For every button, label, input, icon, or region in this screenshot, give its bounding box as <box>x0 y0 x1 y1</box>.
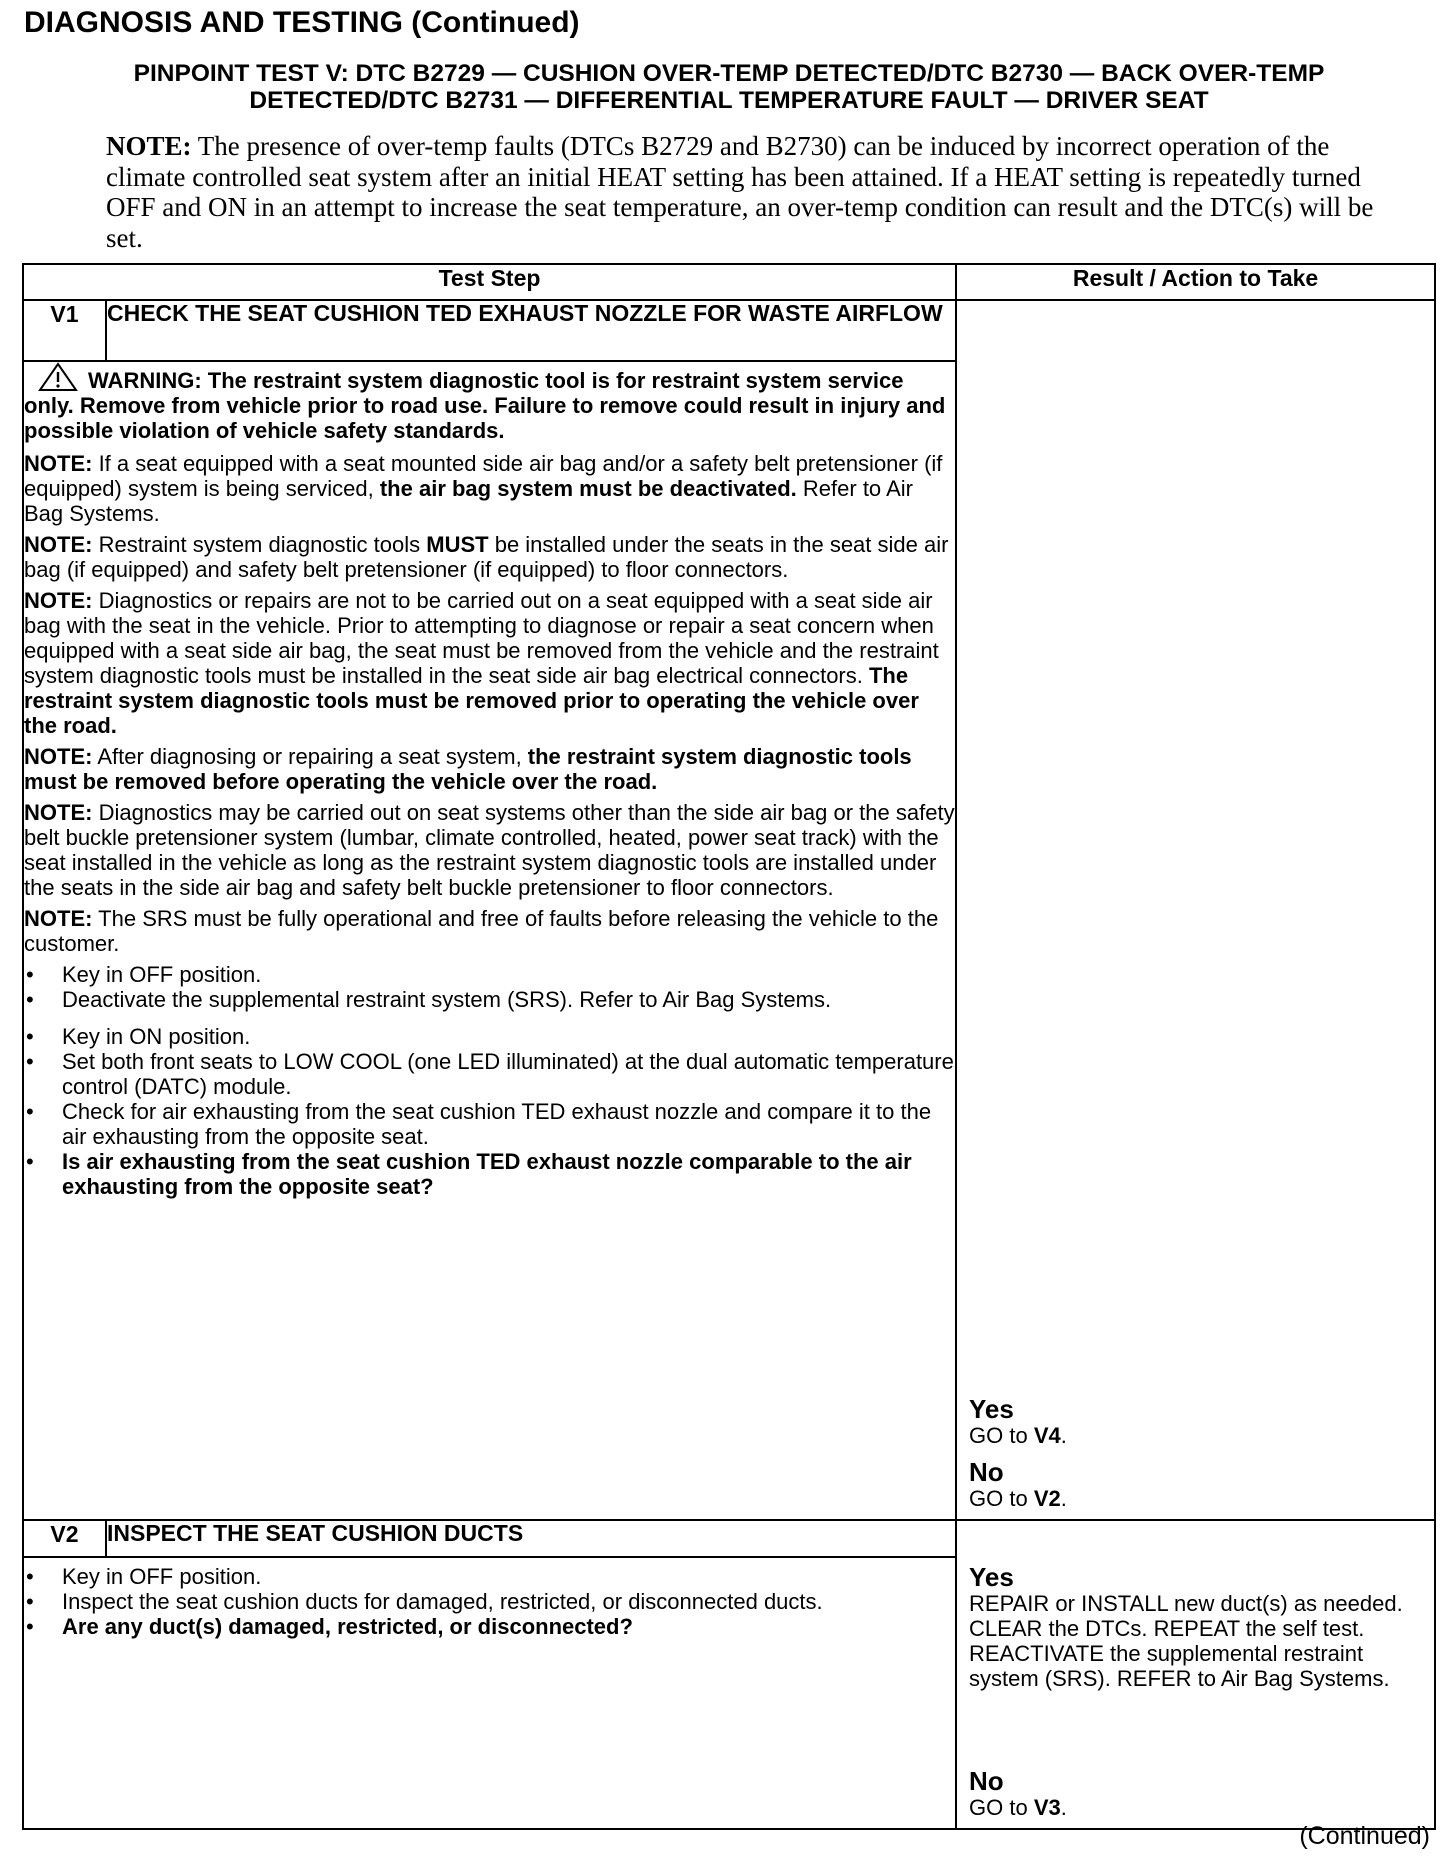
step-v2-question: • Are any duct(s) damaged, restricted, or disconnected? <box>26 1614 633 1639</box>
step-v1-yes-label: Yes <box>969 1394 1014 1424</box>
list-item: • Key in OFF position. <box>26 962 262 987</box>
step-v1-note-4: NOTE: After diagnosing or repairing a seat system, the restraint system diagnostic tools must be removed before operating the vehicle over the road. <box>24 744 912 794</box>
test-title-line-2: DETECTED/DTC B2731 — DIFFERENTIAL TEMPERATURE FAULT — DRIVER SEAT <box>249 87 1209 114</box>
continued-footer: (Continued) <box>1299 1822 1430 1850</box>
step-v2-body <box>23 1557 956 1829</box>
list-item: • Deactivate the supplemental restraint system (SRS). Refer to Air Bag Systems. <box>26 987 832 1012</box>
intro-note-label: NOTE: <box>106 131 192 161</box>
step-v1-note-2: NOTE: Restraint system diagnostic tools MUST be installed under the seats in the seat side air bag (if equipped) and safety belt pretensioner (if equipped) to floor connectors. <box>24 532 949 582</box>
step-v1-results <box>969 1395 1067 1511</box>
step-v2-result-cell <box>956 1520 1435 1829</box>
list-item: • Key in OFF position. <box>26 1564 262 1589</box>
list-item: • Key in ON position. <box>26 1024 251 1049</box>
step-v2-yes-action: REPAIR or INSTALL new duct(s) as needed. CLEAR the DTCs. REPEAT the self test. REACTIVATE the supplemental restraint system (SRS). REFER to Air Bag Systems. <box>969 1591 1403 1691</box>
step-v2-title: INSPECT THE SEAT CUSHION DUCTS <box>106 1520 956 1557</box>
table-header-row <box>23 264 1435 300</box>
step-v1-note-1: NOTE: If a seat equipped with a seat mounted side air bag and/or a safety belt pretensioner (if equipped) system is being serviced, the air bag system must be deactivated. Refer to Air Bag Systems. <box>24 451 943 526</box>
step-v1-result-cell <box>956 300 1435 1520</box>
header-result-action: Result / Action to Take <box>956 264 1435 300</box>
step-v1-id: V1 <box>23 300 106 361</box>
step-v2-yes-block <box>969 1563 1424 1691</box>
step-v2-no-label: No <box>969 1766 1004 1796</box>
step-v2-no-action: GO to V3. <box>969 1795 1067 1820</box>
step-v2-steps <box>24 1564 955 1639</box>
step-v1-note-6: NOTE: The SRS must be fully operational and free of faults before releasing the vehicle to the customer. <box>24 906 939 956</box>
pinpoint-test-table <box>22 263 1436 1830</box>
step-v1-body <box>23 361 956 1520</box>
step-v2-id: V2 <box>23 1520 106 1557</box>
step-v2-yes-label: Yes <box>969 1562 1014 1592</box>
page-title: DIAGNOSIS AND TESTING (Continued) <box>24 6 580 39</box>
list-item: • Set both front seats to LOW COOL (one LED illuminated) at the dual automatic temperature control (DATC) module. <box>26 1049 954 1099</box>
intro-note-text: The presence of over-temp faults (DTCs B2729 and B2730) can be induced by incorrect operation of the climate controlled seat system after an initial HEAT setting has been attained. If a HEAT setting is repeatedly turned OFF and ON in an attempt to increase the seat temperature, an over-temp condition can result and the DTC(s) will be set. <box>106 131 1374 253</box>
test-title-line-1: PINPOINT TEST V: DTC B2729 — CUSHION OVER-TEMP DETECTED/DTC B2730 — BACK OVER-TEMP <box>133 60 1325 87</box>
step-v2-title-row <box>23 1520 1435 1557</box>
list-item: • Inspect the seat cushion ducts for damaged, restricted, or disconnected ducts. <box>26 1589 823 1614</box>
header-test-step: Test Step <box>23 264 956 300</box>
step-v1-no-label: No <box>969 1457 1004 1487</box>
step-v1-yes-action: GO to V4. <box>969 1423 1067 1448</box>
step-v1-title-row <box>23 300 1435 361</box>
step-v1-warning: WARNING: The restraint system diagnostic tool is for restraint system service only. Remove from vehicle prior to road use. Failure to remove could result in injury and possible violation of vehicle safety standards. <box>24 362 955 443</box>
intro-note <box>106 131 1406 253</box>
step-v2-no-block <box>969 1767 1067 1820</box>
pinpoint-test-title <box>24 60 1434 114</box>
step-v1-steps-a <box>24 962 955 1012</box>
warning-triangle-icon <box>38 362 78 392</box>
step-v1-note-3: NOTE: Diagnostics or repairs are not to be carried out on a seat equipped with a seat side air bag with the seat in the vehicle. Prior to attempting to diagnose or repair a seat concern when equipped with a seat side air bag, the seat must be removed from the vehicle and the restraint system diagnostic tools must be installed in the seat side air bag electrical connectors. The restraint system diagnostic tools must be removed prior to operating the vehicle over the road. <box>24 588 939 738</box>
list-item: • Check for air exhausting from the seat cushion TED exhaust nozzle and compare it to the air exhausting from the opposite seat. <box>26 1099 932 1149</box>
step-v1-steps-b <box>24 1024 955 1199</box>
step-v1-question: • Is air exhausting from the seat cushion TED exhaust nozzle comparable to the air exhausting from the opposite seat? <box>26 1149 912 1199</box>
step-v1-title: CHECK THE SEAT CUSHION TED EXHAUST NOZZLE FOR WASTE AIRFLOW <box>106 300 956 361</box>
step-v1-no-action: GO to V2. <box>969 1486 1067 1511</box>
step-v1-note-5: NOTE: Diagnostics may be carried out on seat systems other than the side air bag or the safety belt buckle pretensioner system (lumbar, climate controlled, heated, power seat track) with the seat installed in the vehicle as long as the restraint system diagnostic tools are installed under the seats in the side air bag and safety belt buckle pretensioner to floor connectors. <box>24 800 955 900</box>
